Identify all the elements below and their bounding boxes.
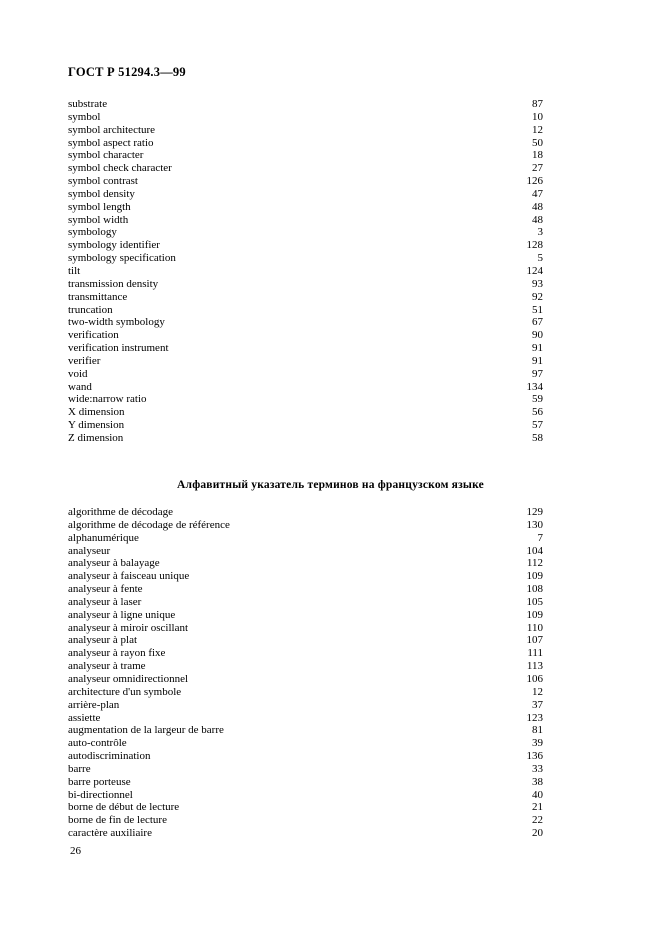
index-term: analyseur à balayage [68, 557, 160, 570]
index-term: X dimension [68, 406, 125, 419]
index-term: barre [68, 762, 91, 775]
index-entry [68, 789, 543, 802]
index-page-ref: 134 [526, 380, 543, 393]
index-page-ref: 124 [526, 264, 543, 277]
index-term: analyseur à laser [68, 595, 142, 608]
index-entry [68, 673, 543, 686]
index-term: symbol density [68, 187, 135, 200]
index-term: algorithme de décodage de référence [68, 518, 230, 531]
index-entry [68, 381, 543, 394]
index-entry [68, 750, 543, 763]
index-page-ref: 109 [526, 570, 543, 583]
index-term: analyseur à faisceau unique [68, 570, 190, 583]
index-page-ref: 109 [526, 608, 543, 621]
english-index-list [68, 98, 543, 445]
index-term: symbol [68, 110, 101, 123]
index-entry [68, 252, 543, 265]
index-entry [68, 634, 543, 647]
index-entry [68, 304, 543, 317]
index-entry [68, 329, 543, 342]
index-page-ref: 59 [532, 393, 543, 406]
index-term: borne de fin de lecture [68, 814, 167, 827]
index-entry [68, 712, 543, 725]
index-entry [68, 137, 543, 150]
index-term: alphanumérique [68, 531, 139, 544]
index-entry [68, 827, 543, 840]
index-term: void [68, 367, 88, 380]
index-page-ref: 20 [532, 827, 543, 840]
index-page-ref: 39 [532, 737, 543, 750]
index-page-ref: 90 [532, 329, 543, 342]
index-page-ref: 37 [532, 698, 543, 711]
index-term: substrate [68, 98, 108, 110]
index-term: analyseur à trame [68, 660, 146, 673]
index-entry [68, 214, 543, 227]
index-term: two-width symbology [68, 316, 165, 329]
index-term: Y dimension [68, 419, 125, 432]
index-page-ref: 33 [532, 762, 543, 775]
index-term: symbol length [68, 200, 131, 213]
index-page-ref: 48 [532, 213, 543, 226]
index-page-ref: 93 [532, 277, 543, 290]
index-term: symbol aspect ratio [68, 136, 154, 149]
index-term: barre porteuse [68, 775, 131, 788]
index-entry [68, 342, 543, 355]
index-page-ref: 48 [532, 200, 543, 213]
index-page-ref: 111 [527, 647, 543, 660]
index-page-ref: 21 [532, 801, 543, 814]
index-term: analyseur [68, 544, 111, 557]
index-term: Z dimension [68, 431, 124, 444]
index-term: symbol contrast [68, 175, 138, 188]
index-entry [68, 724, 543, 737]
page-number: 26 [70, 845, 81, 857]
index-term: augmentation de la largeur de barre [68, 724, 224, 737]
index-term: symbology [68, 226, 117, 239]
index-term: symbol width [68, 213, 129, 226]
index-page-ref: 108 [526, 583, 543, 596]
index-page-ref: 40 [532, 788, 543, 801]
index-page-ref: 56 [532, 406, 543, 419]
index-page-ref: 87 [532, 98, 543, 110]
index-page-ref: 27 [532, 162, 543, 175]
index-page-ref: 123 [526, 711, 543, 724]
index-entry [68, 111, 543, 124]
index-page-ref: 47 [532, 187, 543, 200]
index-page-ref: 129 [526, 506, 543, 518]
index-page-ref: 107 [526, 634, 543, 647]
index-page-ref: 7 [537, 531, 543, 544]
index-term: assiette [68, 711, 101, 724]
index-term: analyseur omnidirectionnel [68, 672, 189, 685]
index-page-ref: 91 [532, 342, 543, 355]
index-entry [68, 162, 543, 175]
index-term: analyseur à plat [68, 634, 138, 647]
index-page-ref: 110 [526, 621, 543, 634]
index-term: analyseur à miroir oscillant [68, 621, 189, 634]
index-entry [68, 175, 543, 188]
index-entry [68, 557, 543, 570]
index-page-ref: 106 [526, 672, 543, 685]
index-term: analyseur à ligne unique [68, 608, 176, 621]
index-entry [68, 419, 543, 432]
index-entry [68, 393, 543, 406]
index-page-ref: 50 [532, 136, 543, 149]
index-term: arrière-plan [68, 698, 120, 711]
index-page-ref: 51 [532, 303, 543, 316]
french-section-heading: Алфавитный указатель терминов на французском языке [177, 479, 484, 491]
index-page-ref: 91 [532, 354, 543, 367]
index-page-ref: 130 [526, 518, 543, 531]
index-entry [68, 699, 543, 712]
index-entry [68, 291, 543, 304]
index-term: transmission density [68, 277, 159, 290]
index-page-ref: 58 [532, 431, 543, 444]
index-page-ref: 81 [532, 724, 543, 737]
index-page-ref: 97 [532, 367, 543, 380]
french-index-list [68, 506, 543, 840]
index-term: tilt [68, 264, 81, 277]
index-term: transmittance [68, 290, 128, 303]
index-entry [68, 545, 543, 558]
index-term: borne de début de lecture [68, 801, 180, 814]
index-entry [68, 239, 543, 252]
index-term: verification instrument [68, 342, 169, 355]
index-term: analyseur à fente [68, 583, 143, 596]
index-page-ref: 105 [526, 595, 543, 608]
index-page-ref: 112 [526, 557, 543, 570]
index-entry [68, 532, 543, 545]
index-entry [68, 355, 543, 368]
index-term: verifier [68, 354, 101, 367]
index-entry [68, 406, 543, 419]
index-page-ref: 113 [526, 660, 543, 673]
index-entry [68, 776, 543, 789]
index-page-ref: 126 [526, 175, 543, 188]
index-page-ref: 5 [537, 252, 543, 265]
index-entry [68, 596, 543, 609]
index-page-ref: 12 [532, 123, 543, 136]
index-page-ref: 57 [532, 419, 543, 432]
index-page-ref: 92 [532, 290, 543, 303]
index-term: algorithme de décodage [68, 506, 174, 518]
index-entry [68, 801, 543, 814]
index-entry [68, 368, 543, 381]
index-term: verification [68, 329, 119, 342]
index-term: symbology identifier [68, 239, 160, 252]
index-entry [68, 149, 543, 162]
index-entry [68, 519, 543, 532]
index-page-ref: 67 [532, 316, 543, 329]
index-term: caractère auxiliaire [68, 827, 152, 840]
index-page-ref: 10 [532, 110, 543, 123]
index-page-ref: 38 [532, 775, 543, 788]
index-term: auto-contrôle [68, 737, 127, 750]
index-page-ref: 12 [532, 685, 543, 698]
index-entry [68, 506, 543, 519]
index-entry [68, 570, 543, 583]
index-page-ref: 104 [526, 544, 543, 557]
index-term: symbol check character [68, 162, 172, 175]
index-term: symbol architecture [68, 123, 156, 136]
index-entry [68, 763, 543, 776]
index-entry [68, 583, 543, 596]
index-page-ref: 136 [526, 750, 543, 763]
index-entry [68, 226, 543, 239]
index-entry [68, 622, 543, 635]
index-entry [68, 278, 543, 291]
index-page-ref: 18 [532, 149, 543, 162]
index-page-ref: 128 [526, 239, 543, 252]
index-entry [68, 647, 543, 660]
index-entry [68, 98, 543, 111]
document-header: ГОСТ Р 51294.3—99 [68, 65, 186, 79]
index-entry [68, 814, 543, 827]
index-term: autodiscrimination [68, 750, 151, 763]
index-term: symbology specification [68, 252, 176, 265]
index-page-ref: 22 [532, 814, 543, 827]
index-term: truncation [68, 303, 113, 316]
index-term: architecture d'un symbole [68, 685, 182, 698]
index-term: wide:narrow ratio [68, 393, 147, 406]
index-term: wand [68, 380, 92, 393]
index-entry [68, 737, 543, 750]
index-entry [68, 660, 543, 673]
index-entry [68, 124, 543, 137]
index-term: bi-directionnel [68, 788, 133, 801]
index-entry [68, 188, 543, 201]
index-term: symbol character [68, 149, 144, 162]
index-entry [68, 265, 543, 278]
index-entry [68, 432, 543, 445]
index-entry [68, 609, 543, 622]
index-entry [68, 201, 543, 214]
index-entry [68, 316, 543, 329]
index-term: analyseur à rayon fixe [68, 647, 166, 660]
index-entry [68, 686, 543, 699]
index-page-ref: 3 [537, 226, 543, 239]
